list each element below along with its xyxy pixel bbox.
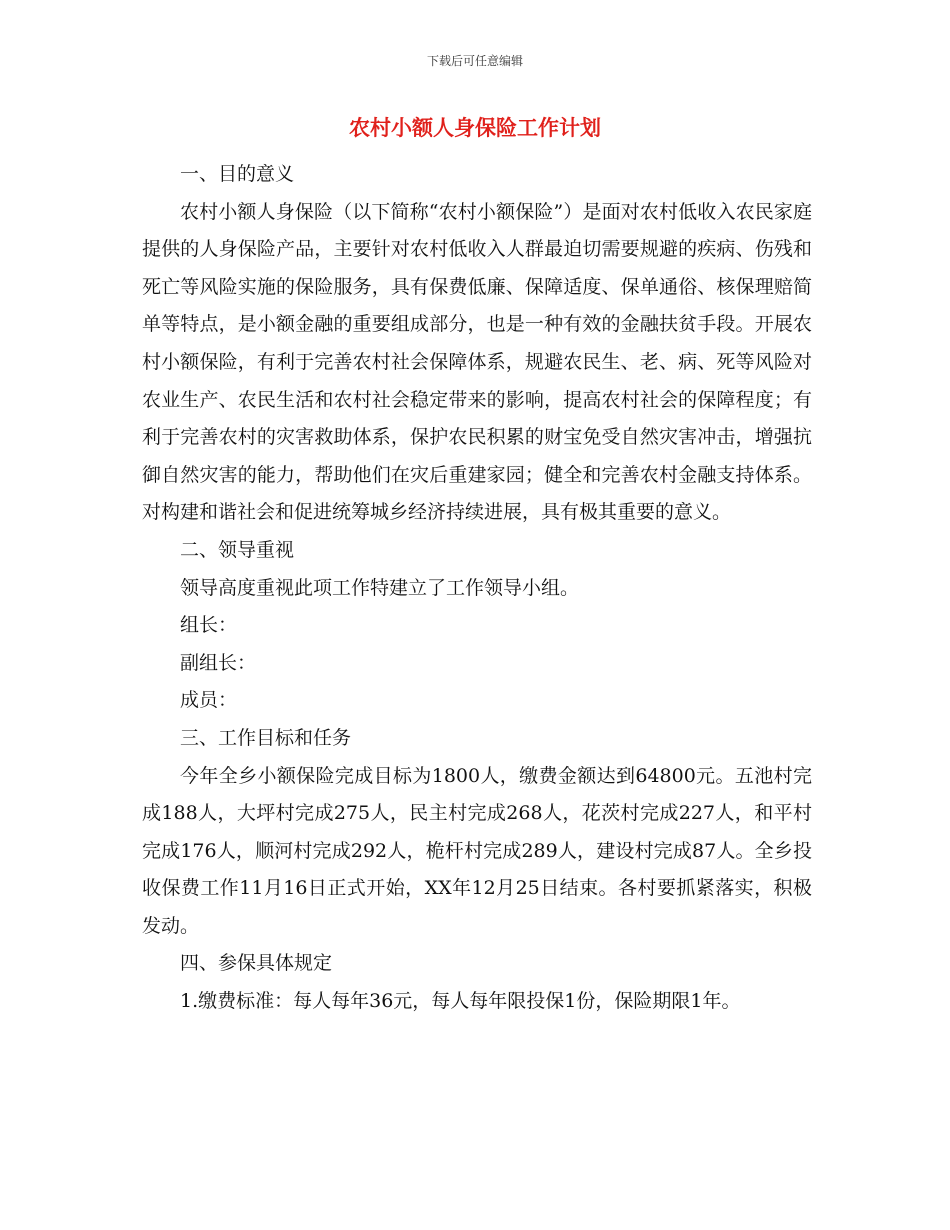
section-heading-goals: 三、工作目标和任务 bbox=[180, 726, 352, 749]
paragraph-purpose: 农村小额人身保险（以下简称“农村小额保险”）是面对农村低收入农民家庭提供的人身保险产品，主要针对农村低收入人群最迫切需要规避的疾病、伤残和死亡等风险实施的保险服务，具有保费低廉、保障适度、保单通俗、核保理赔简单等特点，是小额金融的重要组成部分，也是一种有效的金融扶贫手段。开展农村小额保险，有利于完善农村社会保障体系，规避农民生、老、病、死等风险对农业生产、农民生活和农村社会稳定带来的影响，提高农村社会的保障程度；有利于完善农村的灾害救助体系，保护农民积累的财宝免受自然灾害冲击，增强抗御自然灾害的能力，帮助他们在灾后重建家园；健全和完善农村金融支持体系。对构建和谐社会和促进统筹城乡经济持续进展，具有极其重要的意义。 bbox=[142, 200, 812, 524]
section-heading-leadership: 二、领导重视 bbox=[180, 538, 295, 561]
paragraph-goals: 今年全乡小额保险完成目标为1800人，缴费金额达到64800元。五池村完成188人，大坪村完成275人，民主村完成268人，花茨村完成227人，和平村完成176人，顺河村完成292人，桅杆村完成289人，建设村完成87人。全乡投收保费工作11月16日正式开始，XX年12月25日结束。各村要抓紧落实，积极发动。 bbox=[142, 764, 812, 937]
members-line: 成员： bbox=[180, 689, 238, 712]
section-heading-rules: 四、参保具体规定 bbox=[180, 952, 333, 975]
page-header: 下载后可任意编辑 bbox=[426, 54, 523, 68]
deputy-leader-line: 副组长： bbox=[180, 651, 257, 674]
document-title: 农村小额人身保险工作计划 bbox=[349, 116, 601, 140]
paragraph-leadership: 领导高度重视此项工作特建立了工作领导小组。 bbox=[180, 576, 580, 599]
paragraph-fee-standard: 1.缴费标准：每人每年36元，每人每年限投保1份，保险期限1年。 bbox=[180, 990, 741, 1013]
section-heading-purpose: 一、目的意义 bbox=[180, 163, 295, 185]
document-body bbox=[142, 156, 812, 1021]
group-leader-line: 组长： bbox=[180, 614, 238, 637]
